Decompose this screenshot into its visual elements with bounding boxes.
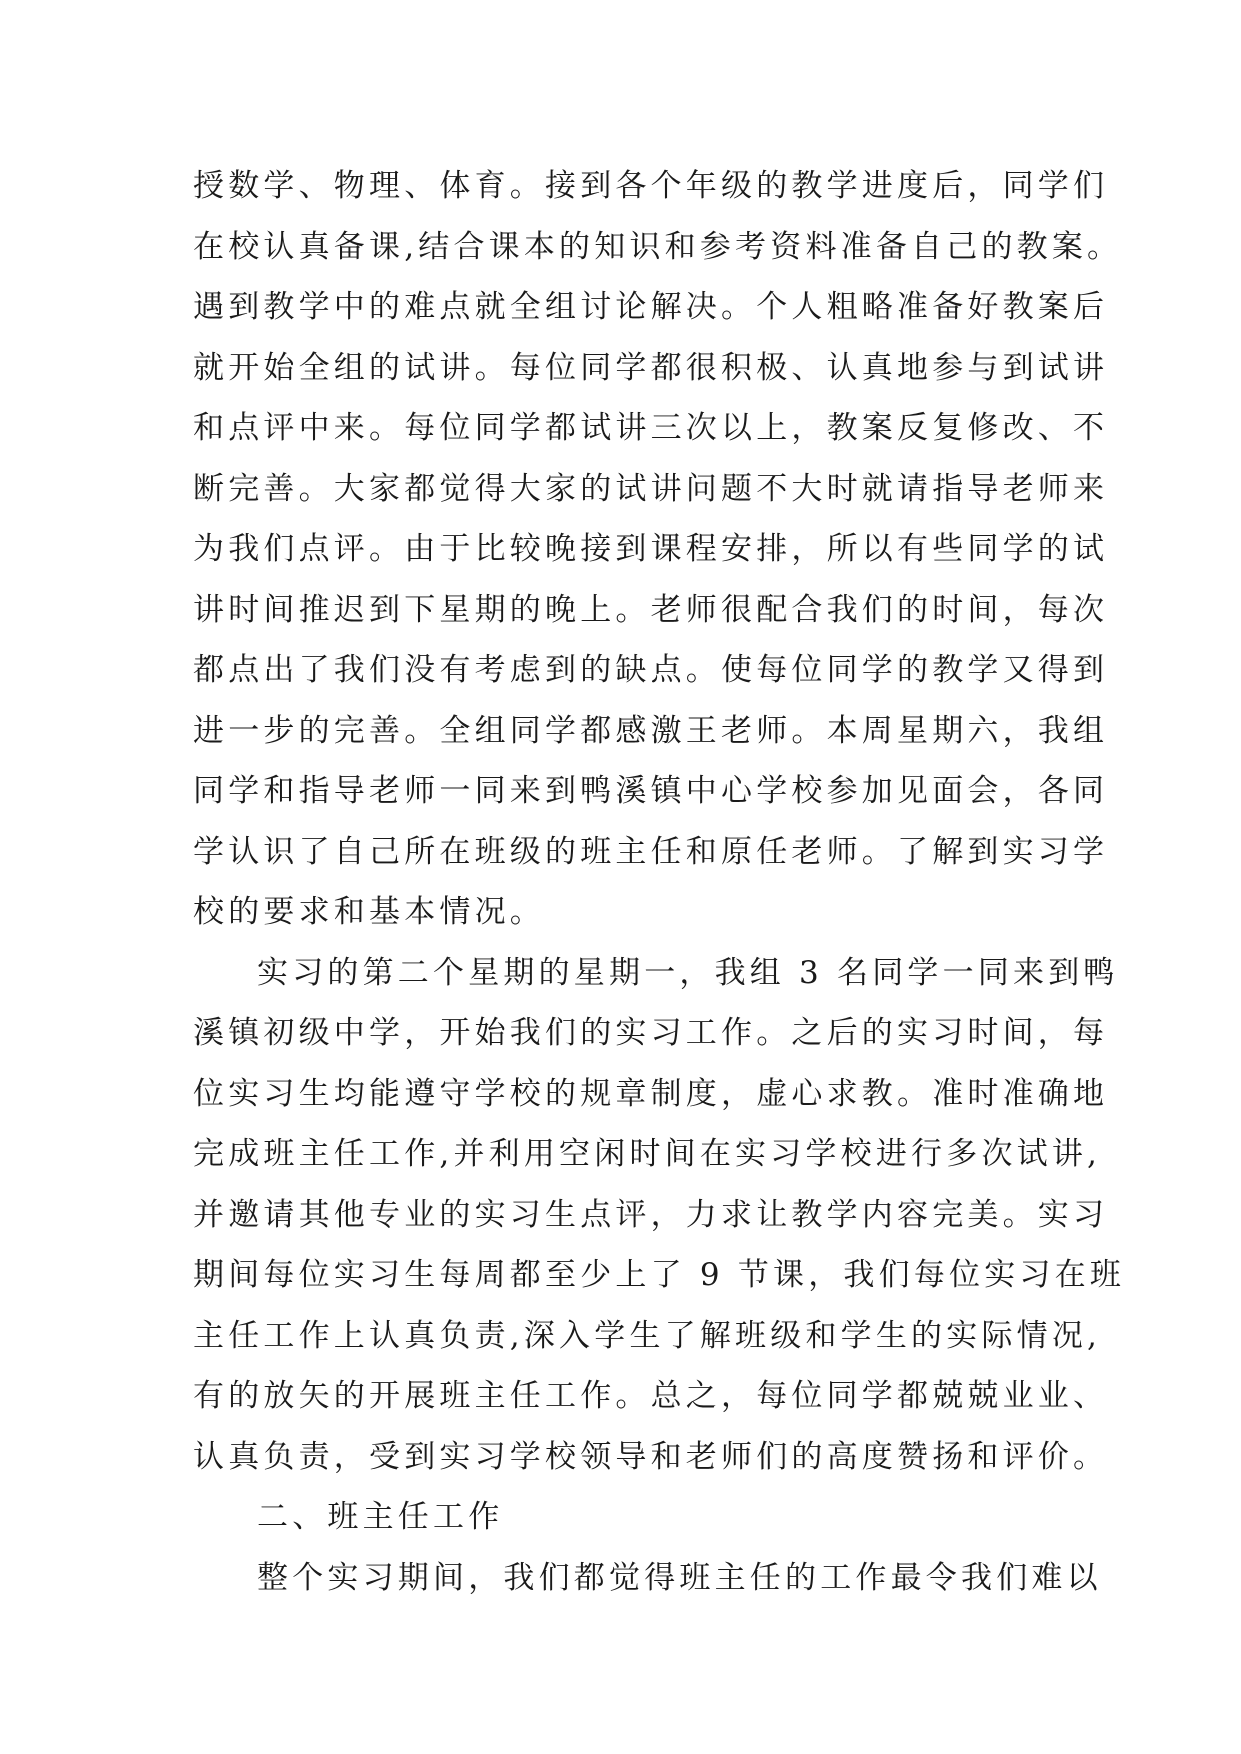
text-line: 授数学、物理、体育。接到各个年级的教学进度后，同学们 xyxy=(193,168,1109,204)
text-line: 期间每位实习生每周都至少上了 9 节课，我们每位实习在班 xyxy=(193,1257,1126,1293)
body-text xyxy=(193,164,1126,1616)
text-line: 完成班主任工作,并利用空闲时间在实习学校进行多次试讲, xyxy=(193,1136,1102,1172)
text-line: 和点评中来。每位同学都试讲三次以上，教案反复修改、不 xyxy=(193,410,1109,446)
text-line: 在校认真备课,结合课本的知识和参考资料准备自己的教案。 xyxy=(193,228,1123,265)
text-line: 就开始全组的试讲。每位同学都很积极、认真地参与到试讲 xyxy=(193,349,1109,386)
text-line: 讲时间推迟到下星期的晚上。老师很配合我们的时间，每次 xyxy=(193,591,1109,628)
text-line: 遇到教学中的难点就全组讨论解决。个人粗略准备好教案后 xyxy=(193,289,1109,325)
text-line: 认真负责，受到实习学校领导和老师们的高度赞扬和评价。 xyxy=(193,1438,1109,1475)
text-line: 进一步的完善。全组同学都感激王老师。本周星期六，我组 xyxy=(193,712,1109,749)
paragraph-start-line: 实习的第二个星期的星期一，我组 3 名同学一同来到鸭 xyxy=(257,954,1119,991)
text-line: 断完善。大家都觉得大家的试讲问题不大时就请指导老师来 xyxy=(193,470,1109,507)
text-line: 都点出了我们没有考虑到的缺点。使每位同学的教学又得到 xyxy=(193,652,1109,688)
text-line: 主任工作上认真负责,深入学生了解班级和学生的实际情况, xyxy=(193,1317,1102,1354)
paragraph-start-line: 整个实习期间，我们都觉得班主任的工作最令我们难以 xyxy=(257,1559,1102,1596)
text-line: 同学和指导老师一同来到鸭溪镇中心学校参加见面会，各同 xyxy=(193,773,1109,809)
text-line: 学认识了自己所在班级的班主任和原任老师。了解到实习学 xyxy=(193,833,1109,870)
text-line: 溪镇初级中学，开始我们的实习工作。之后的实习时间，每 xyxy=(193,1015,1109,1051)
text-line: 并邀请其他专业的实习生点评，力求让教学内容完美。实习 xyxy=(193,1196,1109,1233)
text-line: 位实习生均能遵守学校的规章制度，虚心求教。准时准确地 xyxy=(193,1075,1109,1112)
section-heading: 二、班主任工作 xyxy=(257,1499,504,1535)
text-line: 为我们点评。由于比较晚接到课程安排，所以有些同学的试 xyxy=(193,531,1109,567)
text-line: 校的要求和基本情况。 xyxy=(193,894,545,930)
text-line: 有的放矢的开展班主任工作。总之，每位同学都兢兢业业、 xyxy=(193,1378,1109,1414)
